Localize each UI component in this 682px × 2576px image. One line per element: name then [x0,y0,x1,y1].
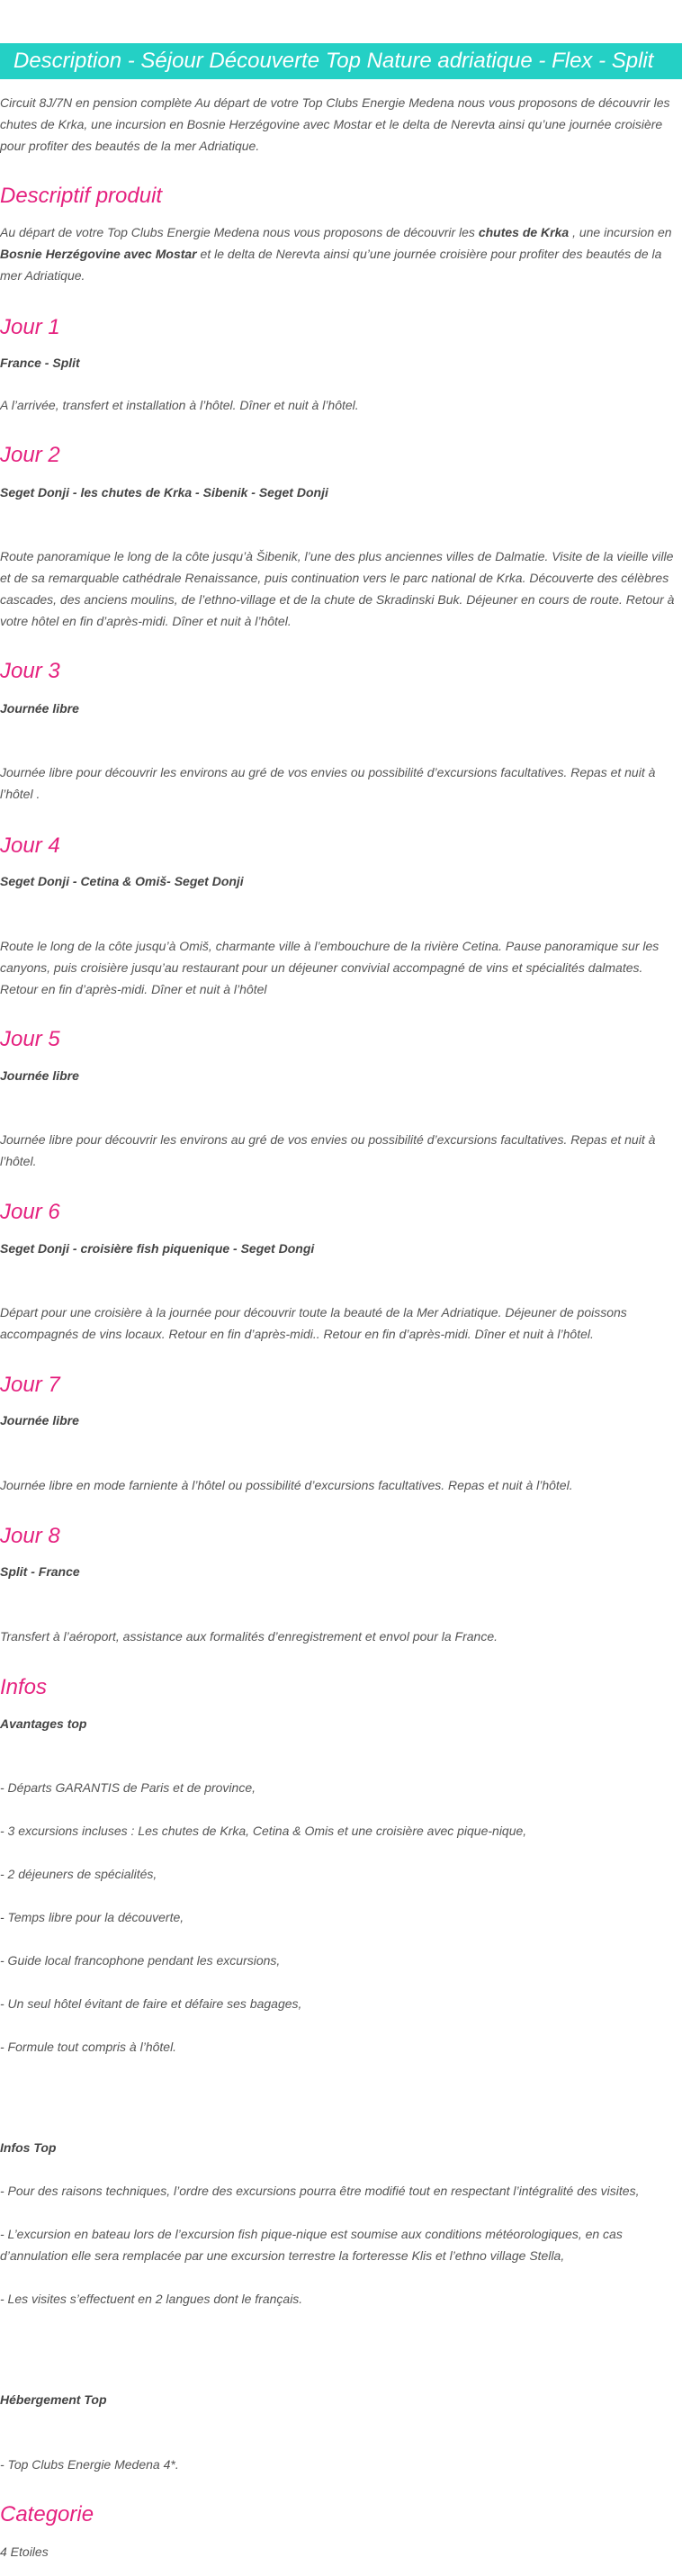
intro-paragraph: Circuit 8J/7N en pension complète Au départ de votre Top Clubs Energie Medena nous vous proposons de découvrir les chutes de Krka, une incursion en Bosnie Herzégovine avec Mostar et le delta de Nerevta ainsi qu’une journée croisière pour profiter des beautés de la mer Adriatique. [0,95,670,153]
day-4-title: Jour 4 [0,833,60,858]
day-2-subtitle: Seget Donji - les chutes de Krka - Sibenik - Seget Donji [0,485,328,500]
day-8-subtitle: Split - France [0,1564,80,1579]
avantage-item: - Temps libre pour la découverte, [0,1910,184,1924]
descriptif-heading: Descriptif produit [0,184,163,208]
day-1-description: A l’arrivée, transfert et installation à l’hôtel. Dîner et nuit à l’hôtel. [0,398,359,412]
day-3-title: Jour 3 [0,659,60,683]
descriptif-bold-krka: chutes de Krka [478,225,570,239]
avantages-top-title: Avantages top [0,1716,87,1731]
descriptif-text-1: Au départ de votre Top Clubs Energie Medena nous vous proposons de découvrir les [0,225,479,239]
day-8-title: Jour 8 [0,1524,60,1548]
description-banner [0,43,682,79]
infos-top-item: - Les visites s’effectuent en 2 langues dont le français. [0,2292,303,2306]
categorie-heading: Categorie [0,2502,94,2526]
day-5-description: Journée libre pour découvrir les environs au gré de vos envies ou possibilité d’excursions facultatives. Repas et nuit à l’hôtel. [0,1132,656,1168]
infos-top-item: - Pour des raisons techniques, l’ordre des excursions pourra être modifié tout en respectant l’intégralité des visites, [0,2184,640,2198]
day-3-subtitle: Journée libre [0,701,79,716]
hebergement-top-title: Hébergement Top [0,2392,107,2407]
infos-heading: Infos [0,1675,48,1699]
day-7-title: Jour 7 [0,1373,60,1397]
day-4-subtitle: Seget Donji - Cetina & Omiš- Seget Donji [0,874,244,888]
avantage-item: - Départs GARANTIS de Paris et de province, [0,1780,256,1795]
descriptif-text-3: et le delta de Nerevta ainsi qu’une journée croisière pour profiter des beautés de la mer Adriatique. [0,247,662,283]
avantage-item: - 3 excursions incluses : Les chutes de Krka, Cetina & Omis et une croisière avec pique-nique, [0,1824,527,1838]
categorie-value: 4 Etoiles [0,2544,49,2559]
day-5-title: Jour 5 [0,1027,60,1051]
hebergement-item: - Top Clubs Energie Medena 4*. [0,2457,179,2472]
day-8-description: Transfert à l’aéroport, assistance aux formalités d’enregistrement et envol pour la France. [0,1629,498,1644]
page-title: Description - Séjour Découverte Top Nature adriatique - Flex - Split [13,49,654,73]
infos-top-title: Infos Top [0,2140,57,2155]
day-6-title: Jour 6 [0,1200,60,1224]
day-7-subtitle: Journée libre [0,1413,79,1428]
day-2-description: Route panoramique le long de la côte jusqu’à Šibenik, l’une des plus anciennes villes de Dalmatie. Visite de la vieille ville et de sa remarquable cathédrale Renaissance, puis continuation vers le parc national de Krka. Découverte des célèbres cascades, des anciens moulins, de l’ethno-village et de la chute de Skradinski Buk. Déjeuner en cours de route. Retour à votre hôtel en fin d’après-midi. Dîner et nuit à l’hôtel. [0,549,675,628]
avantage-item: - Guide local francophone pendant les excursions, [0,1953,281,1968]
avantage-item: - Un seul hôtel évitant de faire et défaire ses bagages, [0,1996,302,2011]
descriptif-bold-bosnie: Bosnie Herzégovine avec Mostar [0,247,197,261]
day-1-title: Jour 1 [0,315,60,339]
avantage-item: - Formule tout compris à l’hôtel. [0,2040,177,2054]
day-5-subtitle: Journée libre [0,1068,79,1083]
day-4-description: Route le long de la côte jusqu’à Omiš, charmante ville à l’embouchure de la rivière Cetina. Pause panoramique sur les canyons, puis croisière jusqu’au restaurant pour un déjeuner convivial accompagné de vins et spécialités dalmates. Retour en fin d’après-midi. Dîner et nuit à l’hôtel [0,939,660,996]
avantage-item: - 2 déjeuners de spécialités, [0,1867,157,1881]
day-6-subtitle: Seget Donji - croisière fish piquenique - Seget Dongi [0,1241,315,1256]
day-6-description: Départ pour une croisière à la journée pour découvrir toute la beauté de la Mer Adriatique. Déjeuner de poissons accompagnés de vins locaux. Retour en fin d’après-midi.. Retour en fin d’après-midi. Dîner et nuit à l’hôtel. [0,1305,627,1341]
day-1-subtitle: France - Split [0,356,80,370]
infos-top-item: - L’excursion en bateau lors de l’excursion fish pique-nique est soumise aux conditions météorologiques, en cas d’annulation elle sera remplacée par une excursion terrestre la forteresse Klis et l’ethno village Stella, [0,2227,623,2263]
descriptif-paragraph [0,221,677,286]
day-2-title: Jour 2 [0,443,60,467]
day-7-description: Journée libre en mode farniente à l’hôtel ou possibilité d’excursions facultatives. Repas et nuit à l’hôtel. [0,1478,573,1492]
day-3-description: Journée libre pour découvrir les environs au gré de vos envies ou possibilité d’excursions facultatives. Repas et nuit à l’hôtel . [0,765,656,801]
descriptif-text-2: , une incursion en [569,225,672,239]
